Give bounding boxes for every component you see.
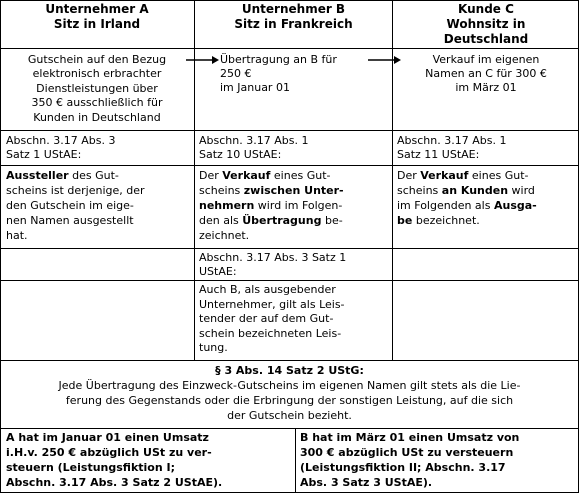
text-line: Abschn. 3.17 Abs. 3 <box>6 134 116 147</box>
text-line <box>397 168 575 183</box>
keyword: nehmern <box>199 199 255 212</box>
text-line: Satz 1 UStAE: <box>6 148 82 161</box>
provision-title: § 3 Abs. 14 Satz 2 UStG: <box>215 364 364 377</box>
text-line: UStAE: <box>199 265 237 278</box>
header-kunde-c <box>393 2 579 47</box>
text-line <box>199 183 388 198</box>
b-as-issuer-note <box>195 283 392 356</box>
conclusion-b <box>296 430 579 490</box>
text-line: Abschn. 3.17 Abs. 1 <box>199 134 309 147</box>
header-unternehmer-a <box>0 2 194 32</box>
text-line: Auch B, als ausgebender <box>199 283 336 296</box>
conclusion-a <box>0 430 295 490</box>
text-line: (Leistungsfiktion II; Abschn. 3.17 <box>300 461 506 474</box>
text-span: be- <box>321 214 343 227</box>
text-line: nen Namen ausgestellt <box>6 214 134 227</box>
text-line: i.H.v. 250 € abzüglich USt zu ver- <box>6 446 212 459</box>
text-line: Dienstleistungen über <box>36 81 158 95</box>
header-subtitle: Deutschland <box>443 32 529 46</box>
header-subtitle: Wohnsitz in <box>446 17 526 31</box>
reference-b-satz1 <box>195 251 392 279</box>
text-span: scheins <box>397 184 442 197</box>
text-line: hat. <box>6 229 28 242</box>
row-divider <box>0 280 579 281</box>
keyword: be <box>397 214 413 227</box>
reference-c <box>393 134 579 162</box>
text-span: Der <box>199 169 223 182</box>
keyword: an Kunden <box>441 184 509 197</box>
text-line <box>397 183 575 198</box>
text-line: im Januar 01 <box>220 81 290 94</box>
header-subtitle: Sitz in Irland <box>53 17 141 31</box>
text-span: bezeichnet. <box>412 214 480 227</box>
keyword: Ausga- <box>493 199 537 212</box>
text-line: steuern (Leistungsfiktion I; <box>6 461 176 474</box>
header-title: Unternehmer A <box>45 2 149 16</box>
text-line: elektronisch erbrachter <box>32 67 162 81</box>
text-line: zeichnet. <box>199 229 250 242</box>
keyword: zwischen Unter- <box>243 184 344 197</box>
text-line: den Gutschein im eige- <box>6 199 134 212</box>
text-line <box>397 213 575 228</box>
reference-a <box>0 134 194 162</box>
text-span: des Gut- <box>68 169 119 182</box>
text-line: Satz 11 UStAE: <box>397 148 480 161</box>
text-line: Verkauf im eigenen <box>432 53 540 66</box>
row-divider <box>0 165 579 166</box>
row-divider <box>0 360 579 361</box>
text-line: Unternehmer, gilt als Leis- <box>199 297 345 311</box>
row-divider <box>0 248 579 249</box>
definition-aussteller <box>0 168 194 243</box>
text-span: wird im Folgen- <box>254 199 343 212</box>
sale-to-c <box>393 53 579 95</box>
text-line: tung. <box>199 341 228 355</box>
text-line: 350 € ausschließlich für <box>31 96 163 110</box>
text-line: Abschn. 3.17 Abs. 1 <box>397 134 507 147</box>
row-divider <box>0 428 579 429</box>
text-line <box>397 198 575 213</box>
legal-provision <box>0 363 579 423</box>
definition-ausgabe <box>393 168 579 228</box>
text-span: eines Gut- <box>270 169 331 182</box>
header-title: Kunde C <box>458 2 514 16</box>
text-span: eines Gut- <box>468 169 529 182</box>
text-line: im März 01 <box>455 81 517 94</box>
text-line: Übertragung an B für <box>220 53 337 66</box>
text-line: Kunden in Deutschland <box>33 110 161 124</box>
text-line: 250 € <box>220 67 252 80</box>
text-line: scheins ist derjenige, der <box>6 184 145 197</box>
text-line: tender der auf dem Gut- <box>199 312 334 326</box>
keyword: Übertragung <box>242 214 322 227</box>
text-span: scheins <box>199 184 244 197</box>
text-line: Namen an C für 300 € <box>425 67 547 80</box>
header-title: Unternehmer B <box>241 2 346 16</box>
header-subtitle: Sitz in Frankreich <box>234 17 353 31</box>
keyword: Aussteller <box>6 169 69 182</box>
text-span: im Folgenden als <box>397 199 494 212</box>
text-line <box>6 168 190 183</box>
text-span: Der <box>397 169 421 182</box>
header-unternehmer-b <box>195 2 392 32</box>
definition-uebertragung <box>195 168 392 243</box>
text-line <box>199 168 388 183</box>
arrow-right-icon <box>186 55 220 65</box>
text-line: B hat im März 01 einen Umsatz von <box>300 431 520 444</box>
keyword: Verkauf <box>222 169 271 182</box>
text-line: ferung des Gegenstands oder die Erbringung der sonstigen Leistung, auf die sich <box>65 394 514 407</box>
text-line <box>199 198 388 213</box>
text-span: wird <box>508 184 535 197</box>
text-line: Abschn. 3.17 Abs. 3 Satz 1 <box>199 251 347 264</box>
text-span: den als <box>199 214 243 227</box>
row-divider <box>0 48 579 49</box>
keyword: Verkauf <box>420 169 469 182</box>
text-line: Abs. 3 Satz 3 UStAE). <box>300 476 433 489</box>
reference-b <box>195 134 392 162</box>
text-line: Abschn. 3.17 Abs. 3 Satz 2 UStAE). <box>6 476 223 489</box>
text-line: Satz 10 UStAE: <box>199 148 282 161</box>
text-line: Jede Übertragung des Einzweck-Gutscheins im eigenen Namen gilt stets als die Lie- <box>58 379 521 392</box>
voucher-description <box>0 53 194 125</box>
text-line: 300 € abzüglich USt zu versteuern <box>300 446 514 459</box>
text-line: der Gutschein bezieht. <box>227 409 352 422</box>
text-line: schein bezeichneten Leis- <box>199 326 342 340</box>
text-line: Gutschein auf den Bezug <box>27 53 167 66</box>
transfer-to-b <box>218 53 393 95</box>
text-line <box>199 213 388 228</box>
arrow-right-icon <box>368 55 402 65</box>
text-line: A hat im Januar 01 einen Umsatz <box>6 431 209 444</box>
row-divider <box>0 130 579 131</box>
